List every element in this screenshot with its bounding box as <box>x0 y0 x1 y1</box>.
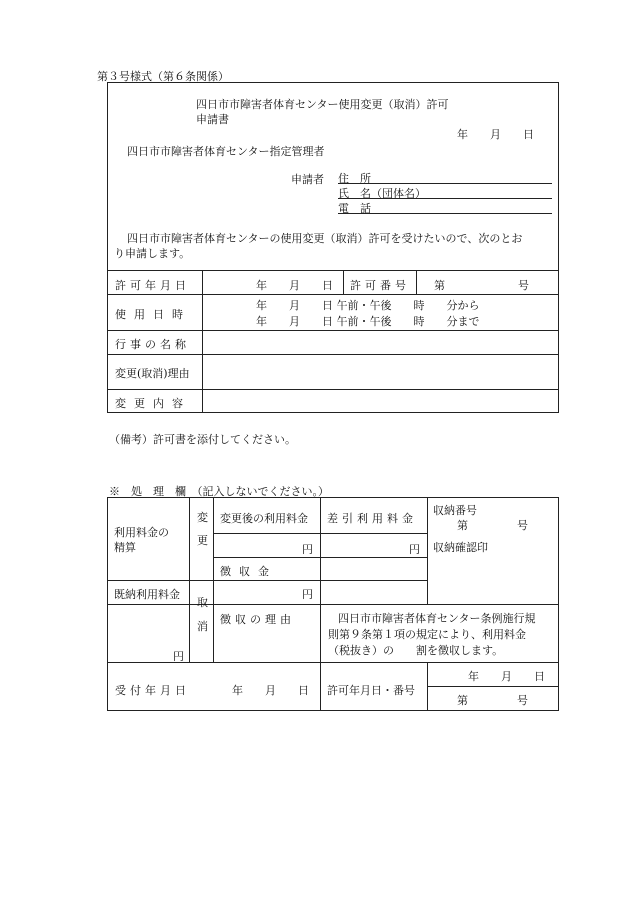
applicant-address-label: 住 所 <box>338 172 371 185</box>
form-title-line1: 四日市市障害者体育センター使用変更（取消）許可 <box>196 98 449 111</box>
paid-fee-label: 既納利用料金 <box>114 588 180 601</box>
name-underline[interactable] <box>338 198 552 199</box>
permit-number-label: 許可番号 <box>350 279 410 292</box>
permit-number-prefix: 第 <box>434 279 445 292</box>
collect-amount-yen[interactable]: 円 <box>302 588 313 601</box>
t2-line <box>213 604 559 605</box>
change-label-2: 更 <box>197 534 208 547</box>
change-reason-label: 変更(取消)理由 <box>115 367 190 380</box>
body-text-line2: り申請します。 <box>114 247 191 260</box>
t2-vline <box>427 662 428 711</box>
t2-vline <box>213 497 214 662</box>
table1-row-line <box>107 389 559 390</box>
processing-header: ※ 処 理 欄 （記入しないでください。） <box>109 485 329 498</box>
phone-underline[interactable] <box>338 213 552 214</box>
event-name-label: 行事の名称 <box>115 338 190 351</box>
received-date-label: 受付年月日 <box>115 684 190 697</box>
table1-permit-divider <box>343 270 344 294</box>
table1-row-line <box>107 294 559 295</box>
remarks: （備考）許可書を添付してください。 <box>109 433 296 446</box>
table1-row-line <box>107 354 559 355</box>
address-underline[interactable] <box>338 183 552 184</box>
permit-date-value-2[interactable]: 年 月 日 <box>468 670 545 683</box>
table1-row-line <box>107 330 559 331</box>
change-label-1: 変 <box>197 511 208 524</box>
receipt-number-prefix: 第 <box>457 519 468 532</box>
application-date: 年 月 日 <box>457 128 534 141</box>
table1-permit-divider <box>416 270 417 294</box>
applicant-name-label: 氏 名（団体名） <box>338 187 426 200</box>
receipt-confirm-label: 収納確認印 <box>433 541 488 554</box>
paid-fee-yen[interactable]: 円 <box>173 650 184 663</box>
t2-line <box>427 686 559 687</box>
cancel-label-1: 取 <box>197 596 208 609</box>
body-text-line1: 四日市市障害者体育センターの使用変更（取消）許可を受けたいので、次のとお <box>127 232 523 245</box>
permit-date-value[interactable]: 年 月 日 <box>256 279 333 292</box>
received-date-value[interactable]: 年 月 日 <box>232 684 309 697</box>
permit-number-suffix-2: 号 <box>517 694 528 707</box>
usage-from[interactable]: 年 月 日 午前・午後 時 分から <box>256 299 480 312</box>
permit-number-suffix: 号 <box>518 279 529 292</box>
applicant-label: 申請者 <box>291 173 324 186</box>
after-change-fee-label: 変更後の利用料金 <box>220 512 308 525</box>
usage-datetime-label: 使用日時 <box>115 308 191 321</box>
table1-label-divider <box>202 270 203 413</box>
receipt-number-suffix: 号 <box>517 519 528 532</box>
fee-settlement-label: 利用料金の <box>114 526 169 539</box>
cancel-label-2: 消 <box>197 620 208 633</box>
addressee: 四日市市障害者体育センター指定管理者 <box>127 145 325 158</box>
form-number: 第３号様式（第６条関係） <box>97 70 229 83</box>
t2-vline <box>320 497 321 711</box>
usage-to[interactable]: 年 月 日 午前・午後 時 分まで <box>256 315 480 328</box>
t2-vline <box>189 497 190 662</box>
rule-text-1: 四日市市障害者体育センター条例施行規 <box>338 612 536 625</box>
fee-settlement-label-2: 精算 <box>114 541 136 554</box>
rule-text-2: 則第９条第１項の規定により、利用料金 <box>328 628 526 641</box>
table1-top-border <box>107 270 559 271</box>
permit-number-prefix-2: 第 <box>457 694 468 707</box>
receipt-number-label: 収納番号 <box>433 504 477 517</box>
diff-fee-label: 差引利用料金 <box>327 512 417 525</box>
after-change-fee-yen[interactable]: 円 <box>302 543 313 556</box>
collect-amount-label: 徴収金 <box>220 565 277 578</box>
collect-reason-label: 徴収の理由 <box>220 613 295 626</box>
change-content-label: 変更内容 <box>115 397 191 410</box>
permit-date-label: 許可年月日 <box>115 279 190 292</box>
t2-vline <box>427 497 428 604</box>
diff-fee-yen[interactable]: 円 <box>409 543 420 556</box>
form-title-line2: 申請書 <box>196 113 229 126</box>
t2-line <box>107 580 213 581</box>
permit-date-number-label: 許可年月日・番号 <box>327 684 415 697</box>
rule-text-3: （税抜き）の 割を徴収します。 <box>328 644 504 657</box>
applicant-phone-label: 電 話 <box>338 202 371 215</box>
